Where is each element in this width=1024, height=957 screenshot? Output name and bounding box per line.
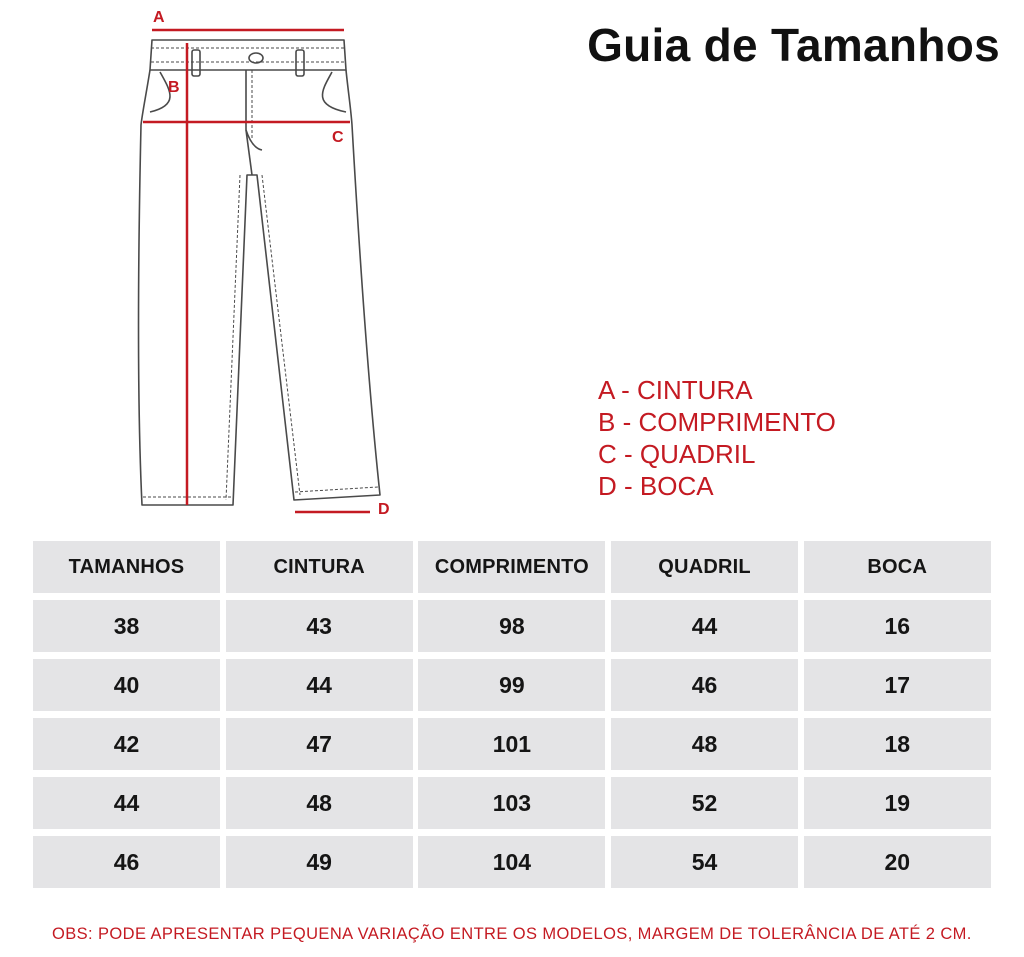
label-a: A: [153, 9, 165, 26]
table-cell: 44: [226, 659, 413, 711]
table-cell: 43: [226, 600, 413, 652]
table-cell: 38: [33, 600, 220, 652]
table-cell: 40: [33, 659, 220, 711]
legend-item-comprimento: B - COMPRIMENTO: [598, 407, 836, 437]
legend-item-cintura: A - CINTURA: [598, 375, 753, 405]
legend-item-quadril: C - QUADRIL: [598, 439, 756, 469]
table-cell: 99: [418, 659, 605, 711]
table-cell: 17: [804, 659, 991, 711]
header-cell-tamanhos: TAMANHOS: [33, 541, 220, 593]
table-row: [33, 600, 991, 652]
page-title: Guia de Tamanhos: [587, 19, 1000, 71]
table-row: [33, 777, 991, 829]
table-header-row: [33, 541, 991, 593]
header-cell-comprimento: COMPRIMENTO: [418, 541, 605, 593]
table-cell: 52: [611, 777, 798, 829]
legend-item-boca: D - BOCA: [598, 471, 714, 501]
table-cell: 46: [33, 836, 220, 888]
table-cell: 16: [804, 600, 991, 652]
table-cell: 18: [804, 718, 991, 770]
table-cell: 101: [418, 718, 605, 770]
table-cell: 44: [611, 600, 798, 652]
header-cell-cintura: CINTURA: [226, 541, 413, 593]
table-cell: 42: [33, 718, 220, 770]
label-c: C: [332, 129, 344, 146]
table-cell: 44: [33, 777, 220, 829]
table-cell: 104: [418, 836, 605, 888]
table-cell: 19: [804, 777, 991, 829]
table-cell: 103: [418, 777, 605, 829]
header-cell-quadril: QUADRIL: [611, 541, 798, 593]
table-cell: 98: [418, 600, 605, 652]
label-b: B: [168, 79, 180, 96]
table-cell: 48: [611, 718, 798, 770]
table-cell: 48: [226, 777, 413, 829]
table-cell: 54: [611, 836, 798, 888]
table-cell: 46: [611, 659, 798, 711]
table-cell: 47: [226, 718, 413, 770]
table-row: [33, 718, 991, 770]
table-row: [33, 836, 991, 888]
tolerance-note: OBS: PODE APRESENTAR PEQUENA VARIAÇÃO ENTRE OS MODELOS, MARGEM DE TOLERÂNCIA DE ATÉ 2 CM.: [52, 925, 972, 943]
size-table: [33, 541, 991, 895]
table-cell: 20: [804, 836, 991, 888]
table-cell: 49: [226, 836, 413, 888]
table-row: [33, 659, 991, 711]
header-cell-boca: BOCA: [804, 541, 991, 593]
label-d: D: [378, 501, 390, 518]
pants-diagram: [0, 0, 440, 530]
measurement-legend: [598, 374, 836, 502]
